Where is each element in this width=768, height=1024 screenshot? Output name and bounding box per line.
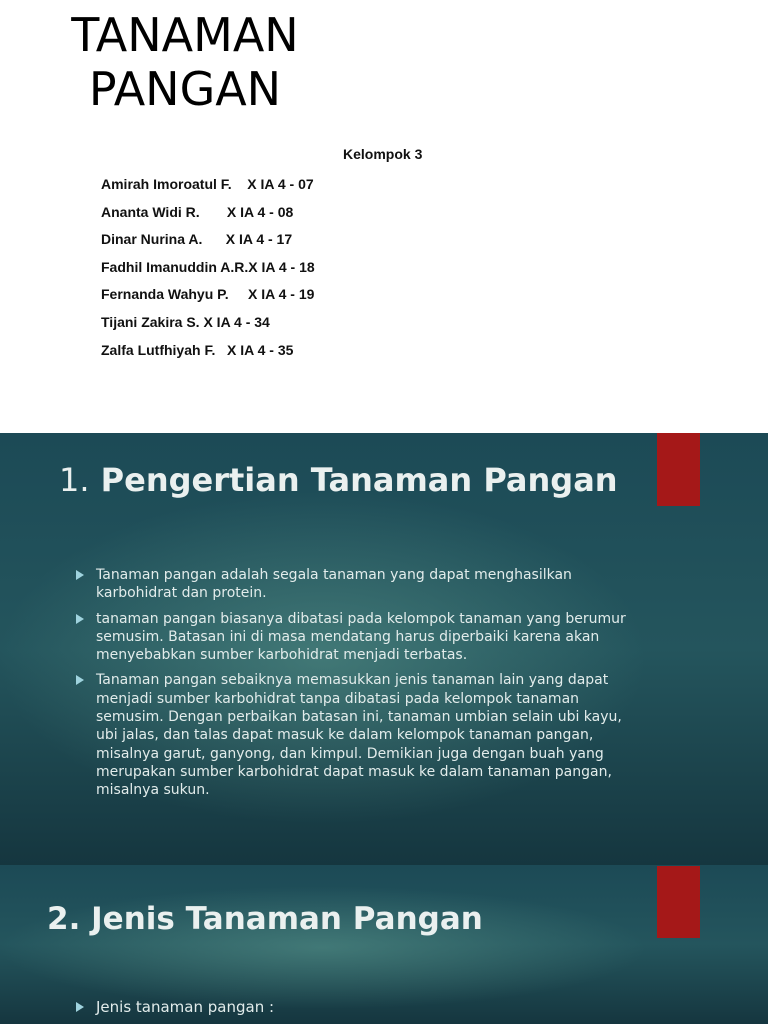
slide-types <box>0 865 768 1024</box>
bullet-triangle-icon <box>76 614 84 624</box>
member-item: Ananta Widi R. X IA 4 - 08 <box>101 203 294 220</box>
bullet-item <box>74 566 634 603</box>
group-label: Kelompok 3 <box>343 146 423 162</box>
bullet-triangle-icon <box>76 675 84 685</box>
slide-title <box>0 0 768 433</box>
member-item: Zalfa Lutfhiyah F. X IA 4 - 35 <box>101 341 294 358</box>
member-item: Fernanda Wahyu P. X IA 4 - 19 <box>101 286 315 303</box>
bullet-triangle-icon <box>76 1002 84 1012</box>
slide-title-heading <box>40 8 330 116</box>
bullet-item <box>74 998 634 1016</box>
bullet-text: Jenis tanaman pangan : <box>96 998 275 1016</box>
slide-heading <box>59 460 619 501</box>
bullet-item <box>74 610 634 665</box>
member-item: Tijani Zakira S. X IA 4 - 34 <box>101 313 270 330</box>
accent-tab <box>657 433 700 506</box>
bullet-triangle-icon <box>76 570 84 580</box>
heading-number: 1. <box>59 461 90 499</box>
slide-definition <box>0 433 768 865</box>
bullet-text: tanaman pangan biasanya dibatasi pada kelompok tanaman yang berumur semusim. Batasan ini di masa mendatang harus diperbaiki karena akan menyebabkan sumber karbohidrat menjadi terbatas. <box>96 610 626 664</box>
title-line-2: PANGAN <box>88 62 282 116</box>
heading-text: Pengertian Tanaman Pangan <box>100 461 618 499</box>
bullet-text: Tanaman pangan adalah segala tanaman yang dapat menghasilkan karbohidrat dan protein. <box>96 567 572 602</box>
accent-tab <box>657 866 700 938</box>
member-item: Dinar Nurina A. X IA 4 - 17 <box>101 231 293 248</box>
bullet-list <box>74 998 634 1023</box>
bullet-list <box>74 566 634 807</box>
title-line-1: TANAMAN <box>71 8 299 62</box>
bullet-item <box>74 671 634 799</box>
member-list <box>101 174 315 367</box>
bullet-text: Tanaman pangan sebaiknya memasukkan jenis tanaman lain yang dapat menjadi sumber karbohidrat tanpa dibatasi pada kelompok tanaman semusim. Dengan perbaikan batasan ini, tanaman umbian selain ubi kayu, ubi jalas, dan talas dapat masuk ke dalam kelompok tanaman pangan, misalnya garut, ganyong, dan kimpul. Demikian juga dengan buah yang merupakan sumber karbohidrat dapat masuk ke dalam tanaman pangan, misalnya sukun. <box>96 672 622 799</box>
slide-heading: 2. Jenis Tanaman Pangan <box>47 901 483 937</box>
member-item: Amirah Imoroatul F. X IA 4 - 07 <box>101 176 314 192</box>
member-item: Fadhil Imanuddin A.R.X IA 4 - 18 <box>101 258 315 275</box>
